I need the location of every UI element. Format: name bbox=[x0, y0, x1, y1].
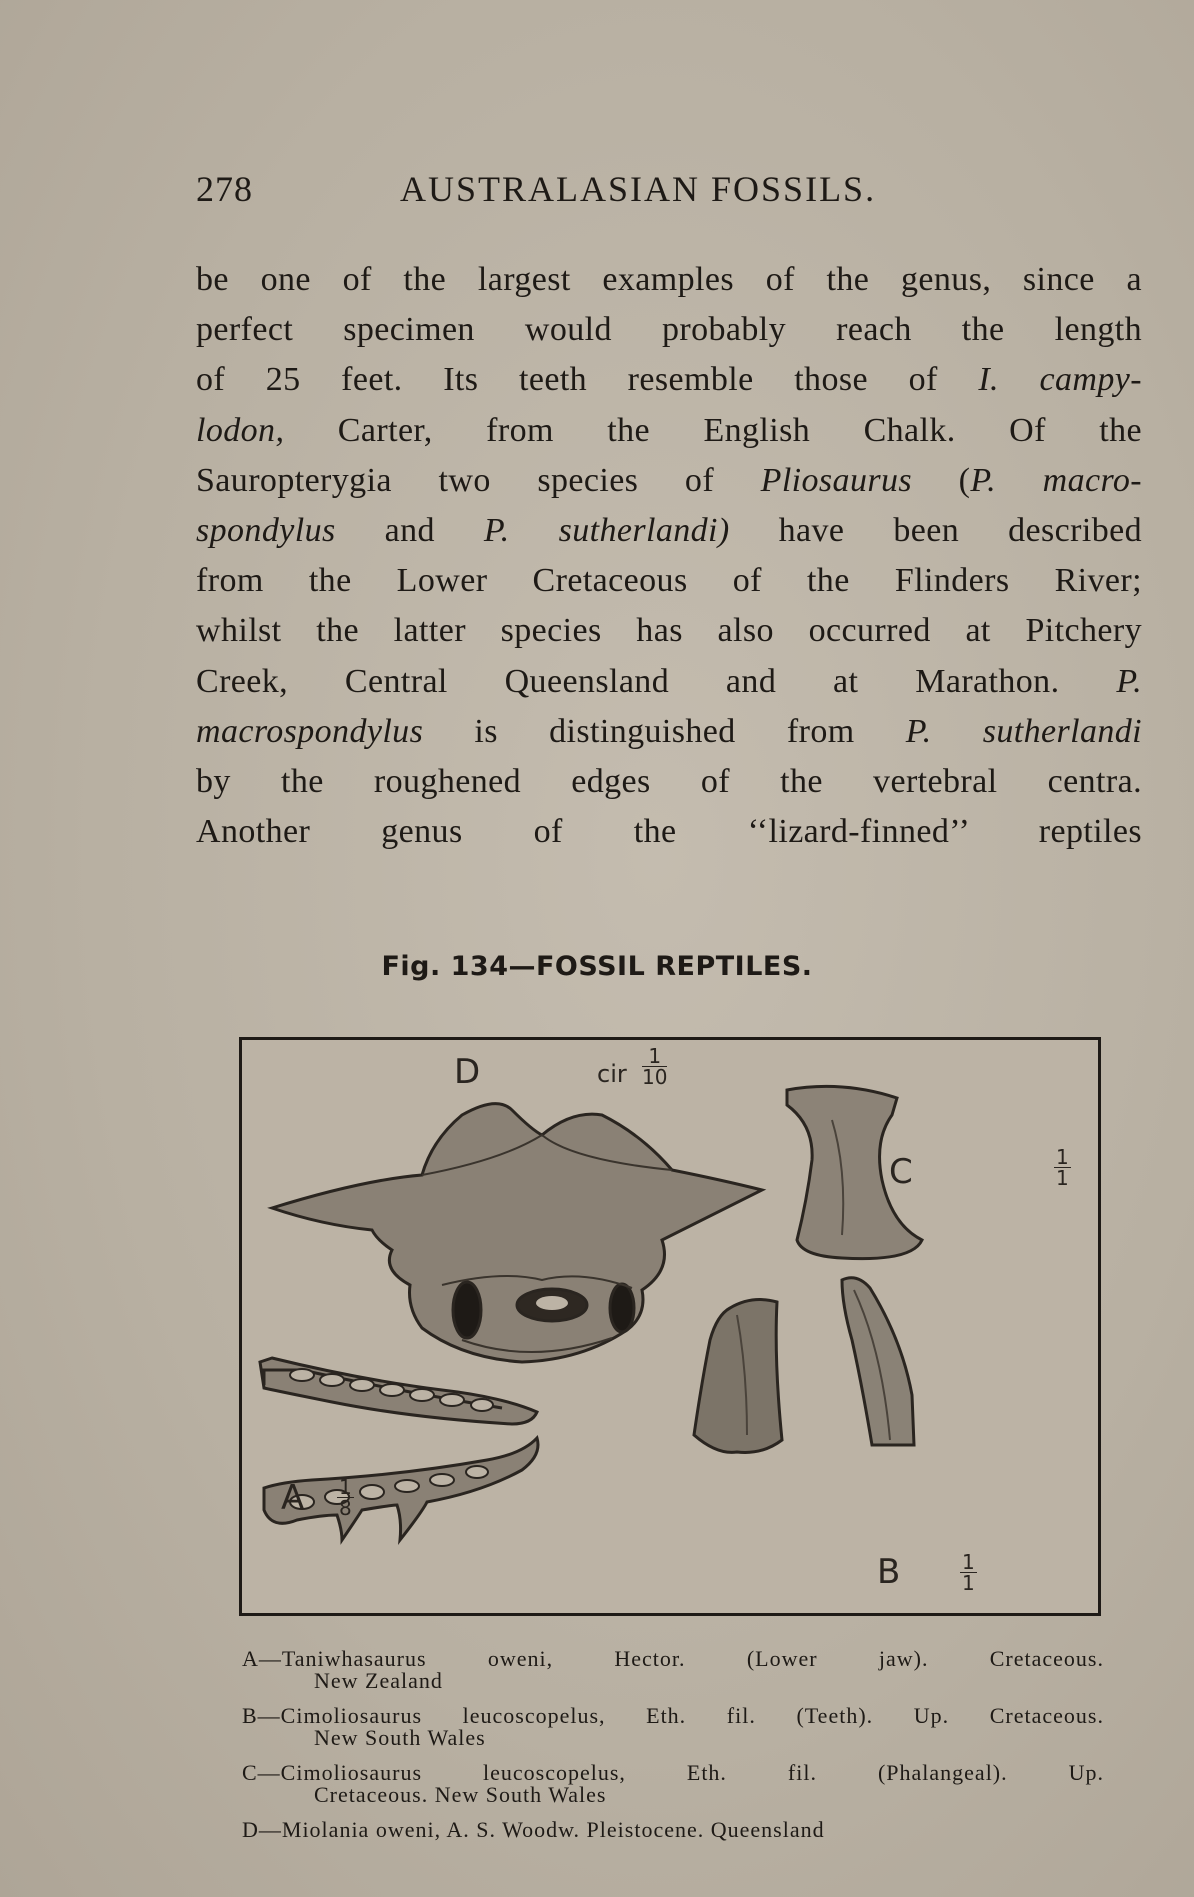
scale-d: $\frac{1}{10}$ bbox=[642, 1044, 668, 1089]
text-line: from the Lower Cretaceous of the Flinders River; bbox=[196, 562, 1142, 600]
text-line: of 25 feet. Its teeth resemble those of I. campy- bbox=[196, 361, 1142, 399]
text-line: macrospondylus is distinguished from P. sutherlandi bbox=[196, 712, 1142, 750]
scale-b: $\frac{1}{1}$ bbox=[962, 1550, 975, 1595]
fossil-figure bbox=[239, 1037, 1101, 1616]
body-text bbox=[196, 255, 1142, 857]
text-line: Sauropterygia two species of Pliosaurus (P. macro- bbox=[196, 461, 1142, 499]
figure-title: Fig. 134—FOSSIL REPTILES. bbox=[381, 951, 813, 982]
text-line: Creek, Central Queensland and at Marathon. P. bbox=[196, 662, 1142, 700]
running-head bbox=[196, 168, 976, 212]
skull-d-illustration bbox=[272, 1104, 762, 1362]
label-d-prefix: cir bbox=[597, 1060, 627, 1088]
text-line: perfect specimen would probably reach the length bbox=[196, 311, 1142, 349]
running-title: AUSTRALASIAN FOSSILS. bbox=[400, 169, 877, 209]
text-line: Another genus of the ‘‘lizard-finned’’ reptiles bbox=[196, 813, 1142, 851]
label-c: C bbox=[889, 1152, 913, 1192]
text-line: whilst the latter species has also occurred at Pitchery bbox=[196, 612, 1142, 650]
caption-d: D—Miolania oweni, A. S. Woodw. Pleistocene. Queensland bbox=[242, 1817, 825, 1842]
figure-captions bbox=[242, 1648, 1104, 1854]
text-line: by the roughened edges of the vertebral centra. bbox=[196, 762, 1142, 800]
scale-a: $\frac{1}{8}$ bbox=[339, 1475, 352, 1520]
text-line: lodon, Carter, from the English Chalk. Of the bbox=[196, 411, 1142, 449]
caption-b: B—Cimoliosaurus leucoscopelus, Eth. fil. (Teeth). Up. Cretaceous. New South Wales bbox=[242, 1703, 1104, 1750]
label-b: B bbox=[877, 1552, 901, 1592]
caption-c: C—Cimoliosaurus leucoscopelus, Eth. fil. (Phalangeal). Up. Cretaceous. New South Wales bbox=[242, 1760, 1104, 1807]
fossil-illustration bbox=[242, 1040, 1098, 1613]
teeth-b-illustration bbox=[694, 1278, 914, 1453]
label-d: D bbox=[454, 1052, 481, 1092]
label-a: A bbox=[281, 1478, 305, 1518]
text-line: be one of the largest examples of the genus, since a bbox=[196, 261, 1142, 298]
text-line: spondylus and P. sutherlandi) have been described bbox=[196, 511, 1143, 549]
scale-c: $\frac{1}{1}$ bbox=[1056, 1145, 1069, 1190]
page-number: 278 bbox=[196, 169, 253, 209]
caption-a: A—Taniwhasaurus oweni, Hector. (Lower jaw). Cretaceous. New Zealand bbox=[242, 1646, 1104, 1693]
